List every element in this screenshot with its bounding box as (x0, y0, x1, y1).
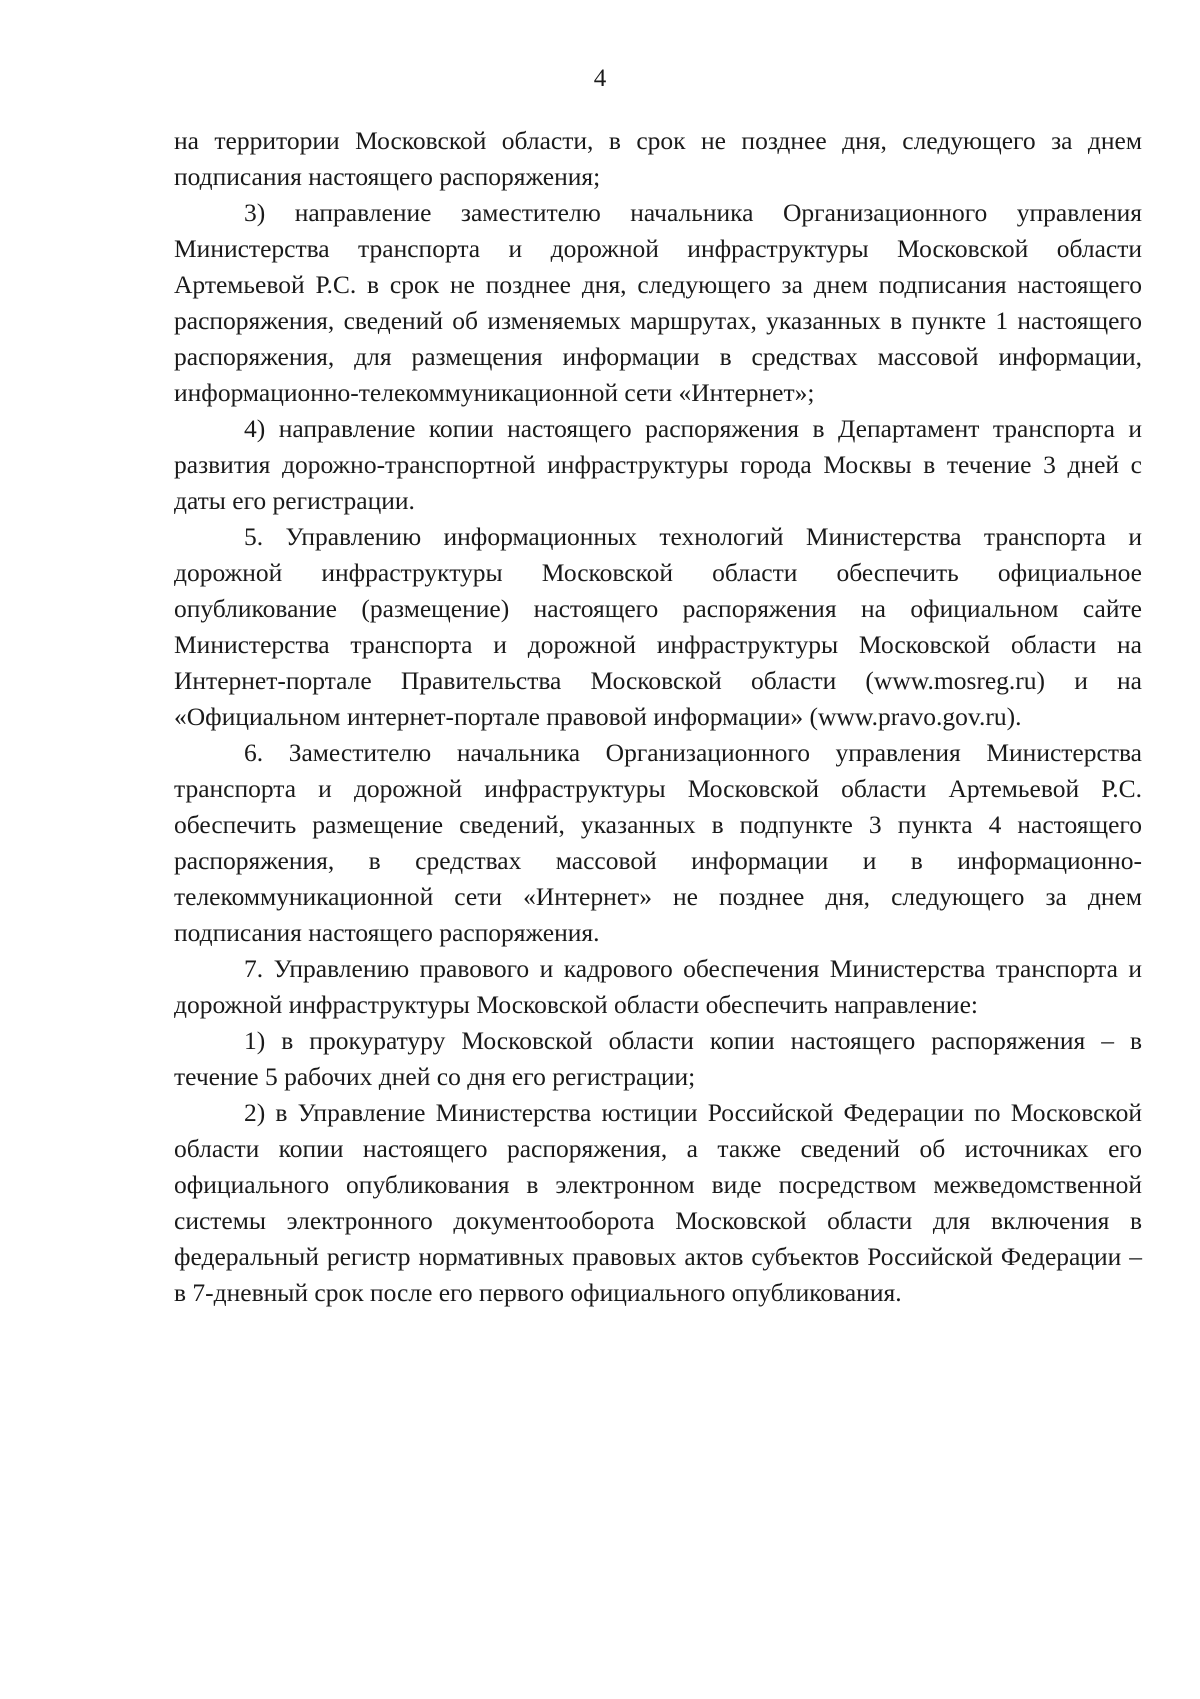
document-body (174, 123, 1142, 1311)
paragraph-item-7-subitem-2: 2) в Управление Министерства юстиции Российской Федерации по Московской области копии настоящего распоряжения, а также сведений об источниках его официального опубликования в электронном виде посредством межведомственной системы электронного документооборота Московской области для включения в федеральный регистр нормативных правовых актов субъектов Российской Федерации – в 7-дневный срок после его первого официального опубликования. (174, 1098, 1142, 1307)
paragraph-subitem-4: 4) направление копии настоящего распоряжения в Департамент транспорта и развития дорожно-транспортной инфраструктуры города Москвы в течение 3 дней с даты его регистрации. (174, 414, 1142, 515)
page-number: 4 (593, 65, 607, 92)
paragraph-item-5: 5. Управлению информационных технологий Министерства транспорта и дорожной инфраструктуры Московской области обеспечить официальное опубликование (размещение) настоящего распоряжения на официальном сайте Министерства транспорта и дорожной инфраструктуры Московской области на Интернет-портале Правительства Московской области (www.mosreg.ru) и на «Официальном интернет-портале правовой информации» (www.pravo.gov.ru). (174, 522, 1142, 731)
paragraph-continuation: на территории Московской области, в срок не позднее дня, следующего за днем подписания настоящего распоряжения; (174, 126, 1142, 191)
paragraph-item-7-subitem-1: 1) в прокуратуру Московской области копии настоящего распоряжения – в течение 5 рабочих дней со дня его регистрации; (174, 1026, 1142, 1091)
paragraph-item-7: 7. Управлению правового и кадрового обеспечения Министерства транспорта и дорожной инфраструктуры Московской области обеспечить направление: (174, 954, 1142, 1019)
paragraph-subitem-3: 3) направление заместителю начальника Организационного управления Министерства транспорта и дорожной инфраструктуры Московской области Артемьевой Р.С. в срок не позднее дня, следующего за днем подписания настоящего распоряжения, сведений об изменяемых маршрутах, указанных в пункте 1 настоящего распоряжения, для размещения информации в средствах массовой информации, информационно-телекоммуникационной сети «Интернет»; (174, 198, 1142, 407)
paragraph-item-6: 6. Заместителю начальника Организационного управления Министерства транспорта и дорожной инфраструктуры Московской области Артемьевой Р.С. обеспечить размещение сведений, указанных в подпункте 3 пункта 4 настоящего распоряжения, в средствах массовой информации и в информационно-телекоммуникационной сети «Интернет» не позднее дня, следующего за днем подписания настоящего распоряжения. (174, 738, 1142, 947)
